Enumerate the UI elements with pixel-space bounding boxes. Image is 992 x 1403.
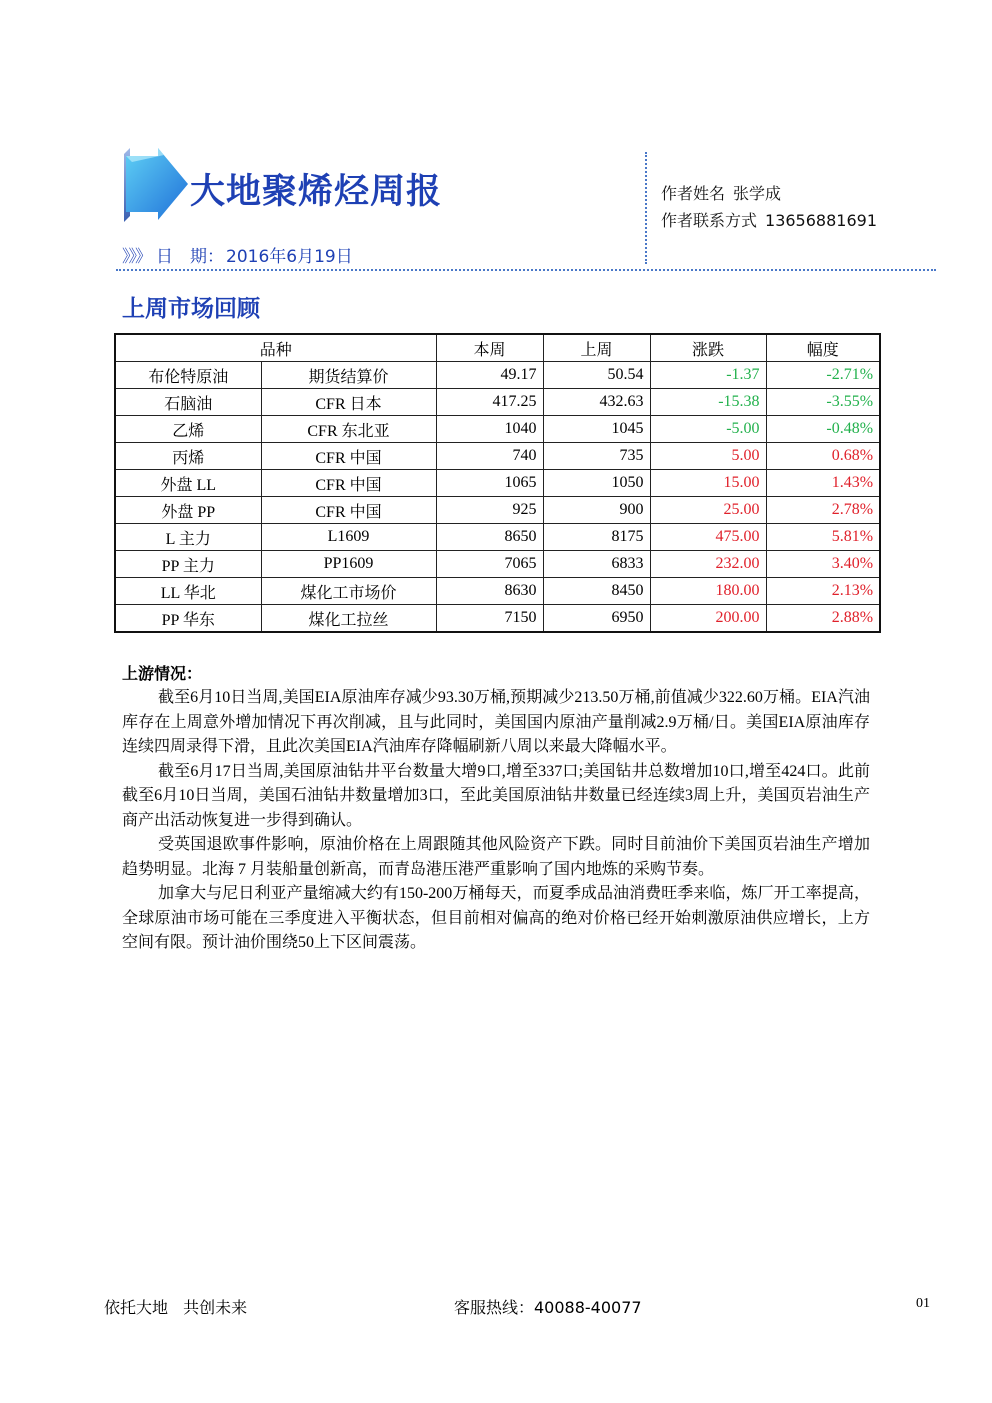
row-last-week-cell: 8450 bbox=[543, 578, 650, 605]
row-name-cell: 布伦特原油 bbox=[115, 362, 261, 389]
row-this-week-cell: 8630 bbox=[436, 578, 543, 605]
row-name-cell: 乙烯 bbox=[115, 416, 261, 443]
paragraph: 截至6月10日当周,美国EIA原油库存减少93.30万桶,预期减少213.50万桶,前值减少322.60万桶。EIA汽油库存在上周意外增加情况下再次削减，且与此同时，美国国内原油产量削减2.9万桶/日。美国EIA原油库存连续四周录得下滑，且此次美国EIA汽油库存降幅刷新八周以来最大降幅水平。 bbox=[122, 689, 870, 755]
header-this-week: 本周 bbox=[436, 334, 543, 362]
market-review-table bbox=[114, 333, 881, 633]
author-block bbox=[661, 180, 877, 234]
row-change-cell: 232.00 bbox=[650, 551, 766, 578]
arrow-logo-icon bbox=[118, 146, 190, 224]
paragraph: 截至6月17日当周,美国原油钻井平台数量大增9口,增至337口;美国钻井总数增加10口,增至424口。此前截至6月10日当周，美国石油钻井数量增加3口，至此美国原油钻井数量已经连续3周上升，美国页岩油生产商产出活动恢复进一步得到确认。 bbox=[122, 762, 870, 829]
header-last-week: 上周 bbox=[543, 334, 650, 362]
row-spec-cell: L1609 bbox=[261, 524, 436, 551]
footer-hotline: 客服热线：40088-40077 bbox=[454, 1298, 642, 1317]
table-row bbox=[115, 389, 880, 416]
table-header-row bbox=[115, 334, 880, 362]
row-this-week-cell: 740 bbox=[436, 443, 543, 470]
author-name-line bbox=[661, 180, 877, 207]
row-spec-cell: PP1609 bbox=[261, 551, 436, 578]
row-this-week-cell: 1040 bbox=[436, 416, 543, 443]
table-row bbox=[115, 578, 880, 605]
row-name-cell: LL 华北 bbox=[115, 578, 261, 605]
row-change-cell: 5.00 bbox=[650, 443, 766, 470]
row-percent-cell: 2.13% bbox=[766, 578, 880, 605]
row-percent-cell: -0.48% bbox=[766, 416, 880, 443]
author-contact: 13656881691 bbox=[765, 211, 877, 230]
row-percent-cell: 3.40% bbox=[766, 551, 880, 578]
header-percent: 幅度 bbox=[766, 334, 880, 362]
row-name-cell: PP 华东 bbox=[115, 605, 261, 633]
row-name-cell: 外盘 PP bbox=[115, 497, 261, 524]
paragraph: 受英国退欧事件影响，原油价格在上周跟随其他风险资产下跌。同时目前油价下美国页岩油生产增加趋势明显。北海 7 月装船量创新高，而青岛港压港严重影响了国内地炼的采购节奏。 bbox=[122, 836, 870, 878]
row-change-cell: -15.38 bbox=[650, 389, 766, 416]
row-last-week-cell: 50.54 bbox=[543, 362, 650, 389]
upstream-title: 上游情况： bbox=[122, 666, 203, 683]
header-change: 涨跌 bbox=[650, 334, 766, 362]
row-spec-cell: CFR 中国 bbox=[261, 443, 436, 470]
row-spec-cell: CFR 东北亚 bbox=[261, 416, 436, 443]
row-spec-cell: CFR 中国 bbox=[261, 497, 436, 524]
section-title: 上周市场回顾 bbox=[122, 296, 260, 322]
table-row bbox=[115, 497, 880, 524]
row-last-week-cell: 432.63 bbox=[543, 389, 650, 416]
row-change-cell: 180.00 bbox=[650, 578, 766, 605]
date-value: 2016年6月19日 bbox=[226, 247, 353, 267]
table-body bbox=[115, 362, 880, 633]
row-percent-cell: -3.55% bbox=[766, 389, 880, 416]
row-last-week-cell: 735 bbox=[543, 443, 650, 470]
page-number: 01 bbox=[916, 1296, 930, 1311]
row-name-cell: 外盘 LL bbox=[115, 470, 261, 497]
upstream-paragraphs bbox=[122, 686, 870, 956]
row-percent-cell: 2.88% bbox=[766, 605, 880, 633]
row-percent-cell: 5.81% bbox=[766, 524, 880, 551]
vertical-divider bbox=[645, 152, 647, 264]
row-change-cell: 25.00 bbox=[650, 497, 766, 524]
row-change-cell: 475.00 bbox=[650, 524, 766, 551]
row-spec-cell: CFR 日本 bbox=[261, 389, 436, 416]
row-percent-cell: -2.71% bbox=[766, 362, 880, 389]
chevrons-icon: 》》》 bbox=[122, 247, 150, 267]
table-row bbox=[115, 605, 880, 633]
row-percent-cell: 2.78% bbox=[766, 497, 880, 524]
row-this-week-cell: 7065 bbox=[436, 551, 543, 578]
row-last-week-cell: 1045 bbox=[543, 416, 650, 443]
table-row bbox=[115, 362, 880, 389]
row-last-week-cell: 900 bbox=[543, 497, 650, 524]
row-percent-cell: 0.68% bbox=[766, 443, 880, 470]
author-name-label: 作者姓名 bbox=[661, 184, 726, 203]
row-this-week-cell: 8650 bbox=[436, 524, 543, 551]
row-this-week-cell: 417.25 bbox=[436, 389, 543, 416]
row-name-cell: PP 主力 bbox=[115, 551, 261, 578]
header-product: 品种 bbox=[115, 334, 436, 362]
row-percent-cell: 1.43% bbox=[766, 470, 880, 497]
row-spec-cell: CFR 中国 bbox=[261, 470, 436, 497]
row-this-week-cell: 7150 bbox=[436, 605, 543, 633]
author-name: 张学成 bbox=[733, 184, 782, 203]
row-name-cell: L 主力 bbox=[115, 524, 261, 551]
row-last-week-cell: 8175 bbox=[543, 524, 650, 551]
row-last-week-cell: 6950 bbox=[543, 605, 650, 633]
row-change-cell: 200.00 bbox=[650, 605, 766, 633]
table-row bbox=[115, 524, 880, 551]
table-row bbox=[115, 551, 880, 578]
row-spec-cell: 煤化工市场价 bbox=[261, 578, 436, 605]
table-row bbox=[115, 470, 880, 497]
table-row bbox=[115, 443, 880, 470]
table-row bbox=[115, 416, 880, 443]
author-contact-line bbox=[661, 207, 877, 234]
row-name-cell: 石脑油 bbox=[115, 389, 261, 416]
row-change-cell: 15.00 bbox=[650, 470, 766, 497]
row-this-week-cell: 49.17 bbox=[436, 362, 543, 389]
row-this-week-cell: 925 bbox=[436, 497, 543, 524]
row-spec-cell: 煤化工拉丝 bbox=[261, 605, 436, 633]
row-change-cell: -5.00 bbox=[650, 416, 766, 443]
horizontal-divider bbox=[116, 269, 936, 271]
row-this-week-cell: 1065 bbox=[436, 470, 543, 497]
row-change-cell: -1.37 bbox=[650, 362, 766, 389]
author-contact-label: 作者联系方式 bbox=[661, 211, 758, 230]
date-line bbox=[122, 242, 353, 267]
row-last-week-cell: 1050 bbox=[543, 470, 650, 497]
paragraph: 加拿大与尼日利亚产量缩减大约有150-200万桶每天，而夏季成品油消费旺季来临，炼厂开工率提高，全球原油市场可能在三季度进入平衡状态，但目前相对偏高的绝对价格已经开始刺激原油供应增长，上方空间有限。预计油价围绕50上下区间震荡。 bbox=[122, 885, 870, 951]
date-label: 日 期： bbox=[156, 247, 224, 267]
row-name-cell: 丙烯 bbox=[115, 443, 261, 470]
row-last-week-cell: 6833 bbox=[543, 551, 650, 578]
row-spec-cell: 期货结算价 bbox=[261, 362, 436, 389]
report-title: 大地聚烯烃周报 bbox=[190, 172, 443, 212]
footer-slogan: 依托大地 共创未来 bbox=[104, 1298, 248, 1317]
